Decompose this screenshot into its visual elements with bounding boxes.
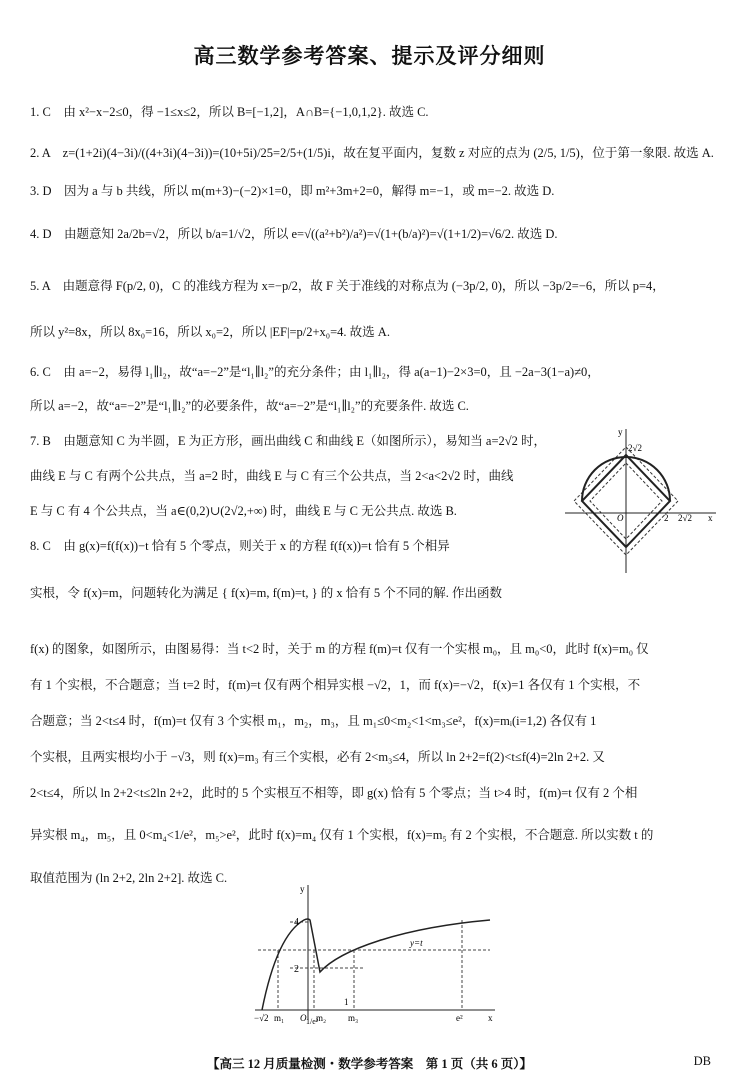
line-t-label: y=t xyxy=(410,938,423,948)
answer-line-8b: 实根，令 f(x)=m，问题转化为满足 { f(x)=m, f(m)=t, } 的 x 恰有 5 个不同的解. 作出函数 xyxy=(30,586,503,600)
answer-line-7a: 7. B 由题意知 C 为半圆，E 为正方形，画出曲线 C 和曲线 E（如图所示），易知当 a=2√2 时， xyxy=(30,434,546,448)
figure-q7 xyxy=(560,425,720,575)
answer-line-6b: 所以 a=−2，故“a=−2”是“l₁∥l₂”的必要条件，故“a=−2”是“l₁∥l₂”的充要条件. 故选 C. xyxy=(30,399,469,413)
tick-2: 2 xyxy=(294,964,299,975)
page-title: 高三数学参考答案、提示及评分细则 xyxy=(193,44,546,68)
x-label: x xyxy=(488,1013,493,1023)
answer-line-8i: 取值范围为 (ln 2+2, 2ln 2+2]. 故选 C. xyxy=(30,871,228,885)
x-label: x xyxy=(708,513,713,523)
tick-m1: m₁ xyxy=(274,1013,285,1023)
page-footer: 【高三 12 月质量检测・数学参考答案 第 1 页（共 6 页）】 xyxy=(206,1057,532,1071)
tick-m2: m₂ xyxy=(316,1013,327,1023)
answer-line-3: 3. D 因为 a 与 b 共线，所以 m(m+3)−(−2)×1=0，即 m²+3m+2=0，解得 m=−1，或 m=−2. 故选 D. xyxy=(30,184,555,198)
tick-1-over-e2: 1/e² xyxy=(306,1017,319,1025)
answer-line-8d: 有 1 个实根，不合题意；当 t=2 时，f(m)=t 仅有两个相异实根 −√2，1，而 f(x)=−√2，f(x)=1 各仅有 1 个实根，不 xyxy=(30,678,641,692)
answer-line-7c: E 与 C 有 4 个公共点，当 a∈(0,2)∪(2√2,+∞) 时，曲线 E 与 C 无公共点. 故选 B. xyxy=(30,504,457,518)
tick-e2: e² xyxy=(456,1013,463,1023)
answer-line-4: 4. D 由题意知 2a/2b=√2，所以 b/a=1/√2，所以 e=√((a²+b²)/a²)=√(1+(b/a)²)=√(1+1/2)=√6/2. 故选 D. xyxy=(30,227,558,241)
answer-line-8g: 2<t≤4，所以 ln 2+2<t≤2ln 2+2，此时的 5 个实根互不相等，即 g(x) 恰有 5 个零点；当 t>4 时，f(m)=t 仅有 2 个相 xyxy=(30,786,638,800)
footer-code: DB xyxy=(693,1054,711,1068)
y-label: y xyxy=(300,884,305,894)
tick-1: 1 xyxy=(344,997,349,1007)
origin-label: O xyxy=(617,513,624,523)
answer-line-8h: 异实根 m₄，m₅，且 0<m₄<1/e²，m₅>e²，此时 f(x)=m₄ 仅有 1 个实根，f(x)=m₅ 有 2 个实根，不合题意. 所以实数 t 的 xyxy=(30,828,654,842)
tick-2: 2 xyxy=(664,513,669,523)
tick-neg-sqrt2: −√2 xyxy=(254,1013,269,1023)
answer-line-8e: 合题意；当 2<t≤4 时，f(m)=t 仅有 3 个实根 m₁，m₂，m₃，且 m₁≤0<m₂<1<m₃≤e²，f(x)=mᵢ(i=1,2) 各仅有 1 xyxy=(30,714,597,728)
answer-line-8c: f(x) 的图象，如图所示，由图易得：当 t<2 时，关于 m 的方程 f(m)=t 仅有一个实根 m₀，且 m₀<0，此时 f(x)=m₀ 仅 xyxy=(30,642,649,656)
tick-4: 4 xyxy=(294,917,299,928)
answer-line-7b: 曲线 E 与 C 有两个公共点，当 a=2 时，曲线 E 与 C 有三个公共点，当 2<a<2√2 时，曲线 xyxy=(30,469,514,483)
answer-line-1: 1. C 由 x²−x−2≤0，得 −1≤x≤2，所以 B=[−1,2]，A∩B={−1,0,1,2}. 故选 C. xyxy=(30,105,429,119)
figure-q8 xyxy=(250,880,500,1025)
tick-2sqrt2-x: 2√2 xyxy=(678,513,692,523)
answer-line-5a: 5. A 由题意得 F(p/2, 0)，C 的准线方程为 x=−p/2，故 F 关于准线的对称点为 (−3p/2, 0)，所以 −3p/2=−6，所以 p=4， xyxy=(30,279,665,293)
tick-2sqrt2-y: 2√2 xyxy=(628,443,642,453)
answer-line-5b: 所以 y²=8x，所以 8x₀=16，所以 x₀=2，所以 |EF|=p/2+x₀=4. 故选 A. xyxy=(30,325,390,339)
answer-line-8a: 8. C 由 g(x)=f(f(x))−t 恰有 5 个零点，则关于 x 的方程 f(f(x))=t 恰有 5 个相异 xyxy=(30,539,450,553)
answer-line-8f: 个实根，且两实根均小于 −√3，则 f(x)=m₃ 有三个实根，必有 2<m₃≤4，所以 ln 2+2=f(2)<t≤f(4)=2ln 2+2. 又 xyxy=(30,750,605,764)
tick-m3: m₃ xyxy=(348,1013,359,1023)
y-label: y xyxy=(618,427,623,437)
origin-label: O xyxy=(300,1013,307,1023)
answer-line-6a: 6. C 由 a=−2，易得 l₁∥l₂，故“a=−2”是“l₁∥l₂”的充分条件；由 l₁∥l₂，得 a(a−1)−2×3=0，且 −2a−3(1−a)≠0， xyxy=(30,365,600,379)
answer-line-2: 2. A z=(1+2i)(4−3i)/((4+3i)(4−3i))=(10+5i)/25=2/5+(1/5)i，故在复平面内，复数 z 对应的点为 (2/5, 1/5)，位于第一象限. 故选 A. xyxy=(30,146,714,160)
